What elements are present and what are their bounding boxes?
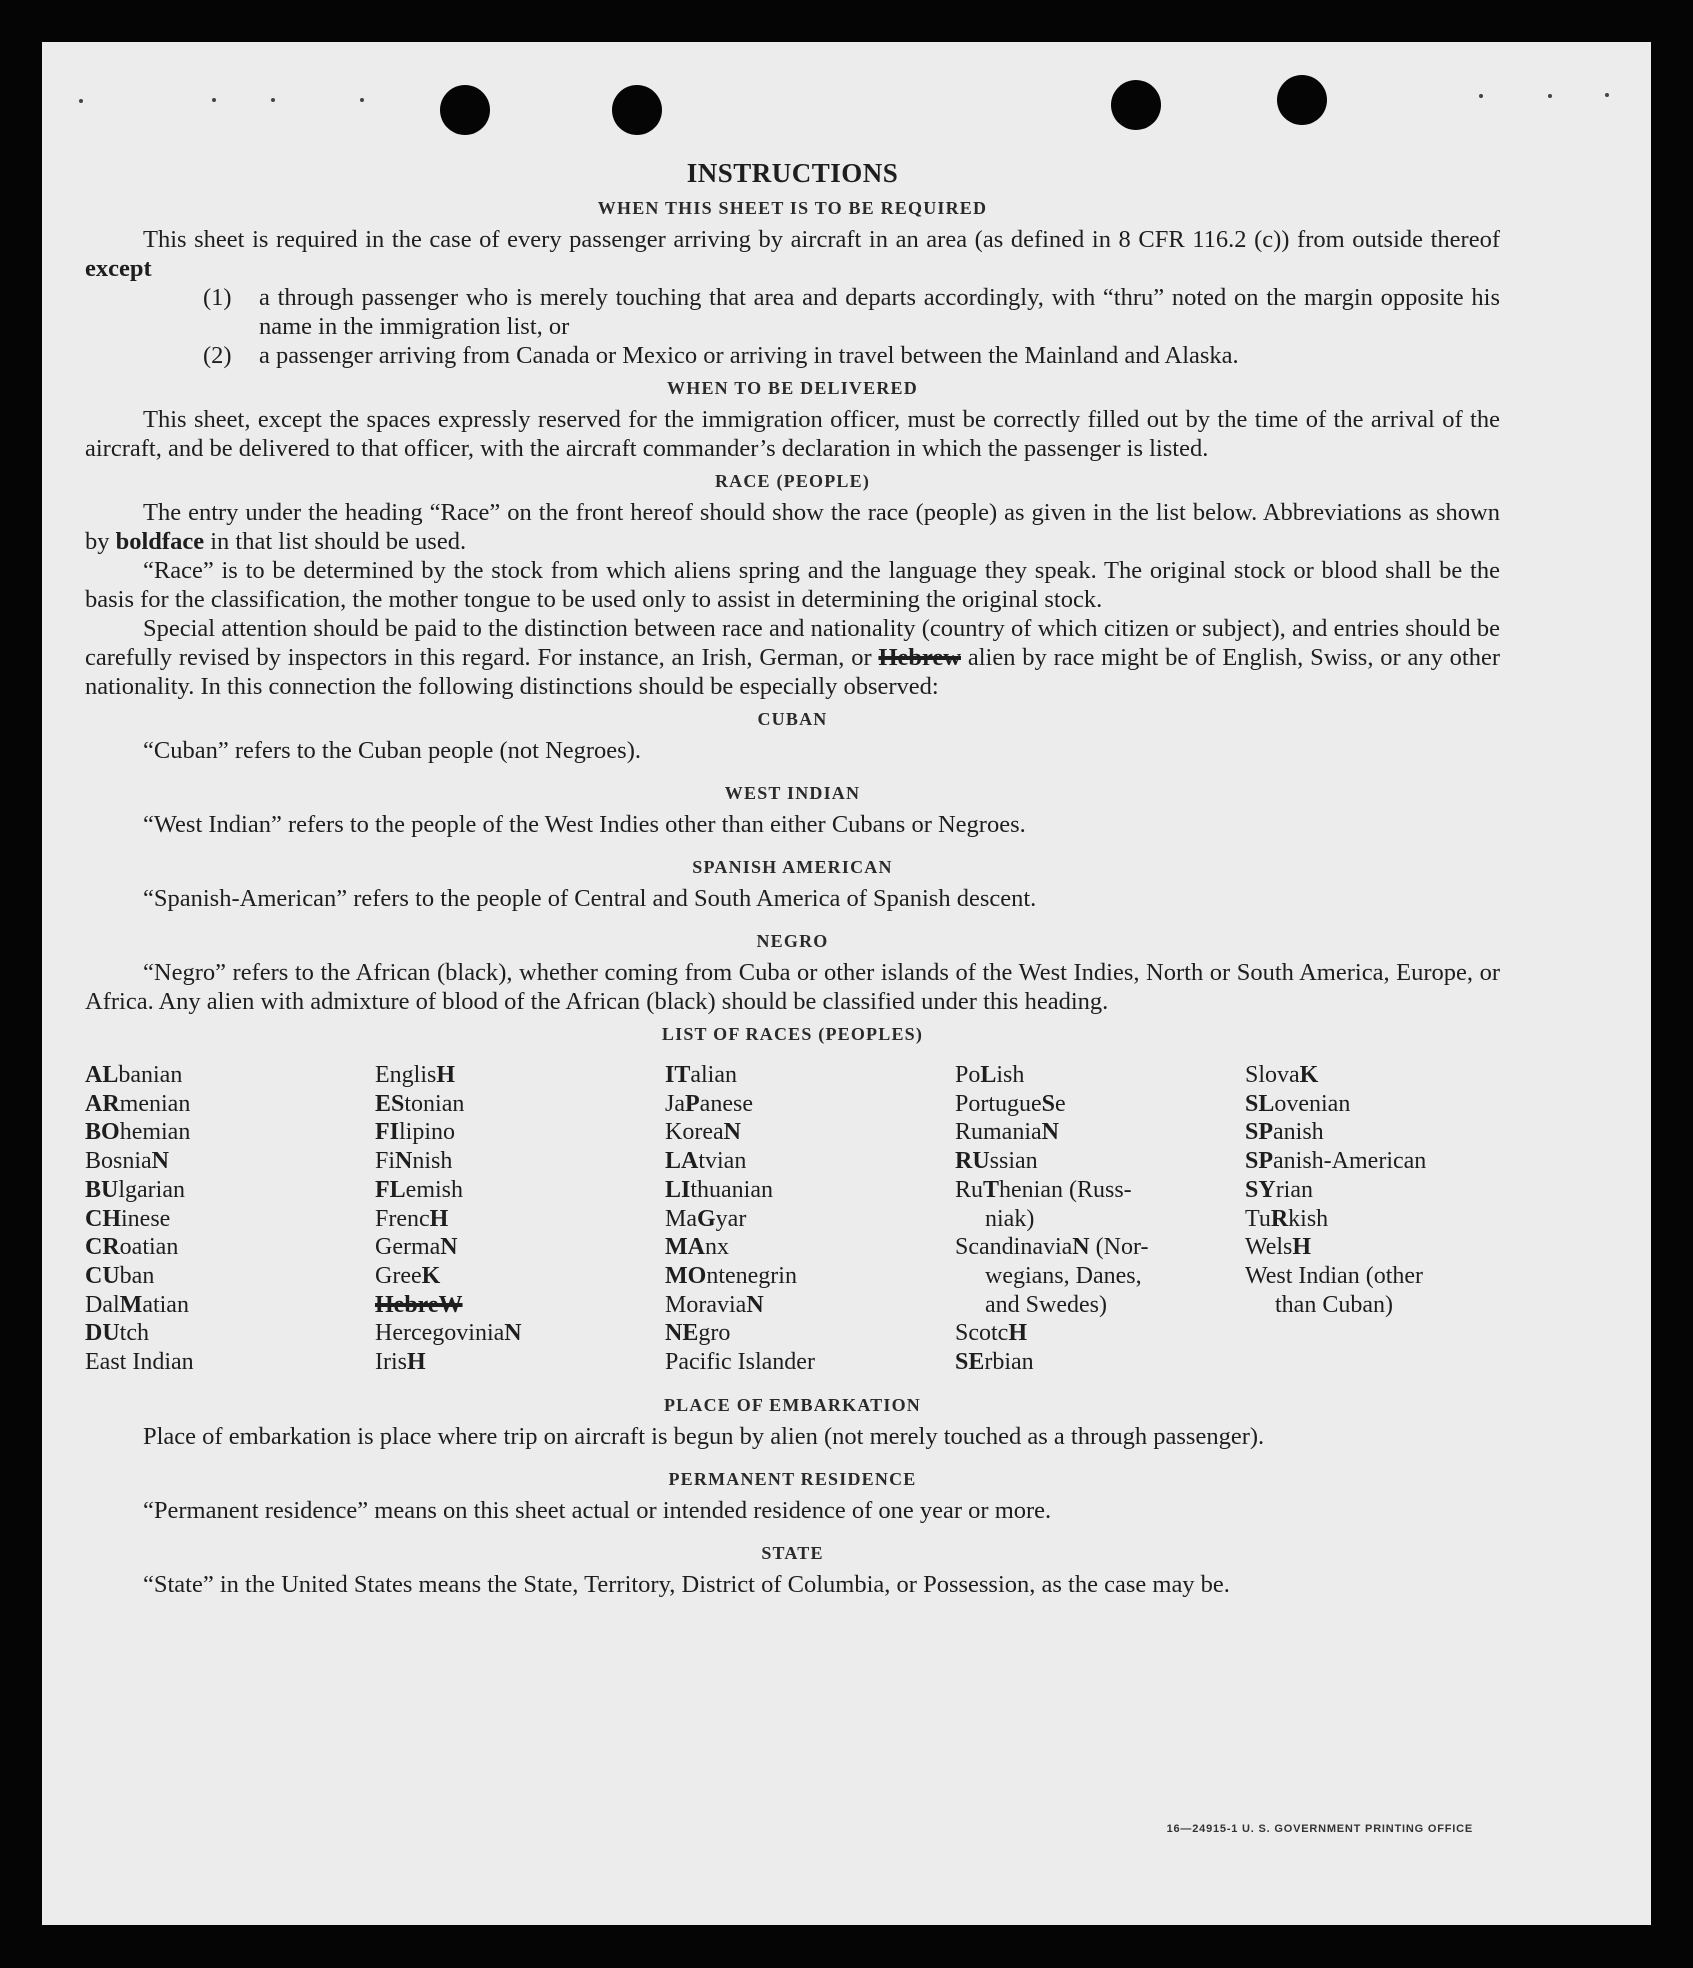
race-entry: HebreW: [375, 1291, 463, 1318]
race-entry: SYrian: [1245, 1176, 1313, 1203]
race-entry: GreeK: [375, 1262, 441, 1289]
race-entry: wegians, Danes,: [985, 1262, 1142, 1289]
heading-race: RACE (PEOPLE): [714, 471, 871, 491]
race-entry: JaPanese: [665, 1090, 753, 1117]
delivered-text: This sheet, except the spaces expressly reserved for the immigration officer, must be correctly filled out by the time of the arrival of the aircraft, and be delivered to that officer, with the aircraft commander’s declaration in which the passenger is listed.: [85, 406, 1500, 462]
printing-office-code: 16—24915-1 U. S. GOVERNMENT PRINTING OFFICE: [1166, 1823, 1473, 1835]
page-speck: [360, 98, 364, 102]
cuban-text: “Cuban” refers to the Cuban people (not Negroes).: [143, 737, 641, 764]
punch-hole: [440, 85, 490, 135]
required-item-1: (1) a through passenger who is merely touching that area and departs accordingly, with “thru” noted on the margin opposite his name in the immigration list, or: [203, 284, 1500, 340]
page-speck: [1479, 94, 1483, 98]
race-entry: MoraviaN: [665, 1291, 764, 1318]
punch-hole: [612, 85, 662, 135]
race-paragraph-3: Special attention should be paid to the distinction between race and nationality (country of which citizen or subject), and entries should be carefully revised by inspectors in this regard. For instance, an Irish, German, or Hebrew alien by race might be of English, Swiss, or any other nationality. In this connection the following distinctions should be especially observed:: [85, 615, 1501, 700]
race-entry: DalMatian: [85, 1291, 189, 1318]
race-entry: SErbian: [955, 1349, 1034, 1376]
heading-residence: PERMANENT RESIDENCE: [668, 1468, 917, 1489]
page-title: INSTRUCTIONS: [686, 158, 899, 188]
race-entry: LAtvian: [665, 1148, 747, 1175]
residence-text: “Permanent residence” means on this sheet actual or intended residence of one year or more.: [143, 1496, 1052, 1524]
race-entry: RUssian: [955, 1148, 1038, 1175]
race-entry: BosniaN: [85, 1148, 170, 1175]
race-entry: KoreaN: [665, 1119, 741, 1146]
heading-negro: NEGRO: [756, 931, 829, 951]
document-page: [42, 42, 1651, 1925]
races-column-5: [1245, 1061, 1505, 1377]
race-entry: EStonian: [375, 1090, 465, 1117]
heading-list-of-races: LIST OF RACES (PEOPLES): [661, 1024, 924, 1044]
race-entry: BUlgarian: [85, 1176, 185, 1203]
state-text: “State” in the United States means the State, Territory, District of Columbia, or Possession, as the case may be.: [143, 1570, 1230, 1598]
races-column-4: [955, 1061, 1245, 1377]
race-entry: SPanish: [1245, 1119, 1324, 1146]
race-entry: West Indian (other: [1245, 1262, 1424, 1289]
race-entry: NEgro: [665, 1320, 731, 1347]
race-entry: TuRkish: [1245, 1205, 1329, 1232]
struck-word: Hebrew: [878, 644, 961, 671]
race-entry: SlovaK: [1245, 1062, 1319, 1088]
race-entry: MOntenegrin: [665, 1262, 797, 1289]
race-entry: LIthuanian: [665, 1176, 773, 1203]
race-entry: ARmenian: [85, 1090, 191, 1117]
race-entry: MaGyar: [665, 1205, 747, 1232]
race-entry: DUtch: [85, 1320, 149, 1347]
race-entry: GermaN: [375, 1234, 458, 1261]
required-item-2: (2) a passenger arriving from Canada or Mexico or arriving in travel between the Mainland and Alaska.: [203, 342, 1239, 369]
race-entry: and Swedes): [985, 1291, 1107, 1318]
page-speck: [1605, 93, 1609, 97]
page-speck: [212, 98, 216, 102]
page-speck: [271, 98, 275, 102]
punch-hole: [1277, 75, 1327, 125]
race-entry: IrisH: [375, 1349, 426, 1376]
race-entry: FrencH: [375, 1205, 449, 1232]
page-speck: [79, 99, 83, 103]
required-intro: This sheet is required in the case of every passenger arriving by aircraft in an area (as defined in 8 CFR 116.2 (c)) from outside thereof except: [85, 226, 1500, 282]
race-entry: FiNnish: [375, 1148, 453, 1175]
heading-spanish-american: SPANISH AMERICAN: [692, 857, 893, 877]
race-entry: BOhemian: [85, 1119, 191, 1146]
race-entry: ITalian: [665, 1062, 737, 1088]
embarkation-text: Place of embarkation is place where trip on aircraft is begun by alien (not merely touched as a through passenger).: [143, 1422, 1265, 1450]
race-paragraph-1: The entry under the heading “Race” on the front hereof should show the race (people) as given in the list below. Abbreviations as shown by boldface in that list should be used.: [85, 499, 1500, 555]
races-list: [85, 1061, 1500, 1377]
spanish-american-text: “Spanish-American” refers to the people of Central and South America of Spanish descent.: [143, 885, 1037, 912]
race-entry: SLovenian: [1245, 1090, 1351, 1117]
race-entry: Pacific Islander: [665, 1349, 815, 1376]
race-entry: CRoatian: [85, 1234, 179, 1261]
race-entry: MAnx: [665, 1234, 729, 1261]
heading-required: WHEN THIS SHEET IS TO BE REQUIRED: [597, 198, 988, 218]
race-entry: ScotcH: [955, 1320, 1027, 1347]
heading-state: STATE: [761, 1542, 824, 1563]
race-entry: CHinese: [85, 1205, 171, 1232]
race-entry: CUban: [85, 1262, 155, 1289]
page-speck: [1548, 94, 1552, 98]
race-entry: WelsH: [1245, 1234, 1312, 1261]
races-column-3: [665, 1061, 955, 1377]
race-entry: East Indian: [85, 1349, 194, 1376]
race-entry: FLemish: [375, 1176, 463, 1203]
west-indian-text: “West Indian” refers to the people of the West Indies other than either Cubans or Negroes.: [143, 811, 1026, 838]
heading-cuban: CUBAN: [757, 709, 828, 729]
race-entry: RuThenian (Russ-: [955, 1176, 1132, 1203]
heading-embarkation: PLACE OF EMBARKATION: [663, 1394, 921, 1415]
negro-text: “Negro” refers to the African (black), whether coming from Cuba or other islands of the West Indies, North or South America, Europe, or Africa. Any alien with admixture of blood of the African (black) should be classified under this heading.: [85, 959, 1500, 1015]
race-entry: ScandinaviaN (Nor-: [955, 1234, 1149, 1261]
punch-hole: [1111, 80, 1161, 130]
race-entry: than Cuban): [1275, 1291, 1393, 1318]
race-entry: PoLish: [955, 1062, 1025, 1088]
race-entry: ALbanian: [85, 1062, 183, 1088]
races-column-1: [85, 1061, 375, 1377]
race-entry: HercegoviniaN: [375, 1320, 522, 1347]
race-entry: SPanish-American: [1245, 1148, 1427, 1175]
heading-west-indian: WEST INDIAN: [724, 783, 861, 803]
race-paragraph-2: “Race” is to be determined by the stock from which aliens spring and the language they speak. The original stock or blood shall be the basis for the classification, the mother tongue to be used only to assist in determining the original stock.: [85, 557, 1500, 613]
races-column-2: [375, 1061, 665, 1377]
race-entry: RumaniaN: [955, 1119, 1059, 1146]
heading-delivered: WHEN TO BE DELIVERED: [667, 378, 918, 398]
race-entry: niak): [985, 1205, 1035, 1232]
race-entry: FIlipino: [375, 1119, 456, 1146]
race-entry: EnglisH: [375, 1062, 456, 1088]
race-entry: PortugueSe: [955, 1090, 1066, 1117]
instructions-body: [85, 159, 1500, 1599]
